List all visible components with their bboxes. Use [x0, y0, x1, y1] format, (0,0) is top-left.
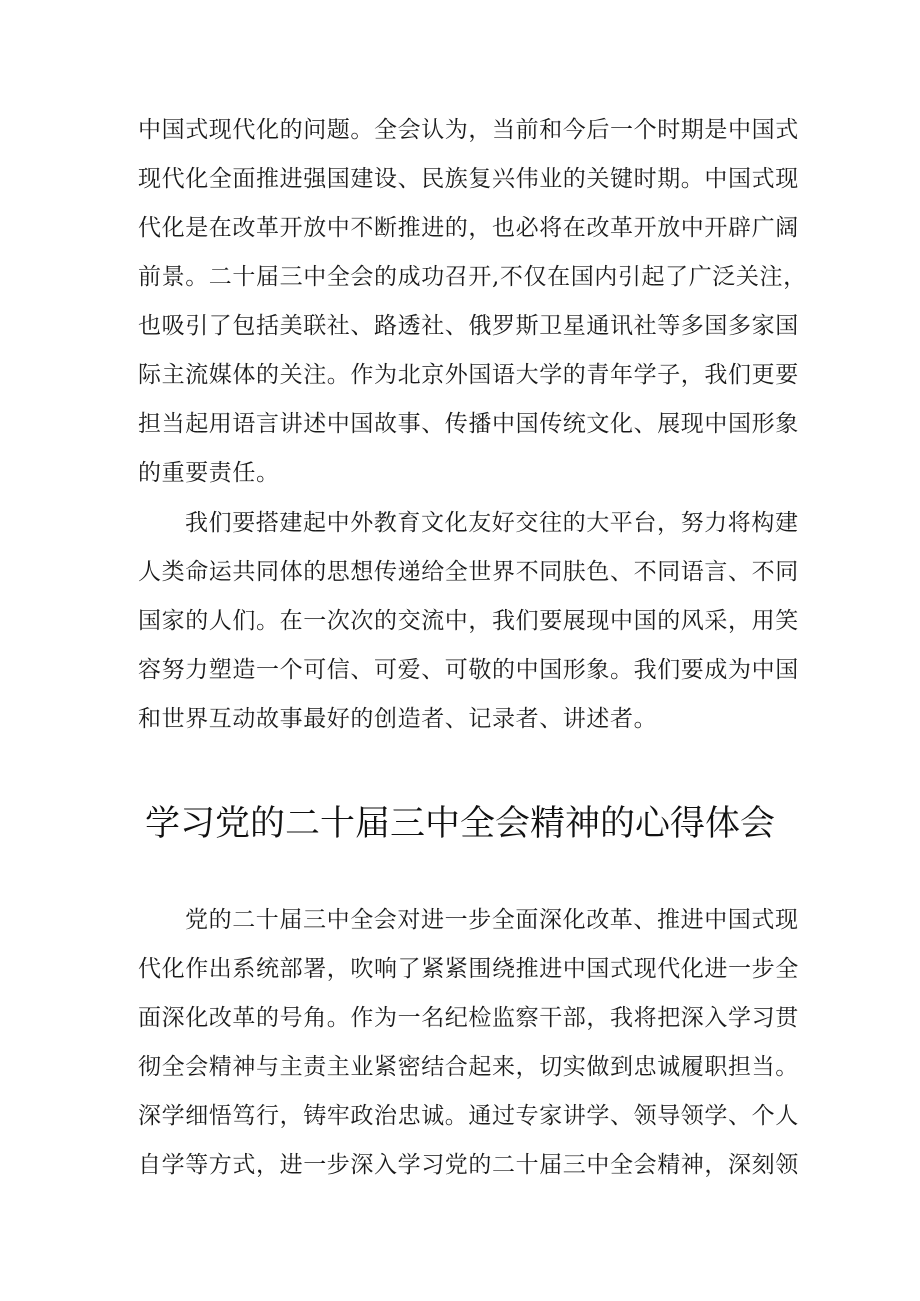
text-line: 也吸引了包括美联社、路透社、俄罗斯卫星通讯社等多国多家国 [138, 313, 799, 339]
text-line: 代化是在改革开放中不断推进的，也必将在改革开放中开辟广阔 [138, 215, 799, 241]
text-line: 代化作出系统部署，吹响了紧紧围绕推进中国式现代化进一步全 [138, 956, 799, 982]
text-line: 和世界互动故事最好的创造者、记录者、讲述者。 [138, 706, 658, 732]
text-line: 人类命运共同体的思想传递给全世界不同肤色、不同语言、不同 [138, 559, 799, 585]
section-title: 学习党的二十届三中全会精神的心得体会 [144, 804, 775, 844]
text-line: 现代化全面推进强国建设、民族复兴伟业的关键时期。中国式现 [138, 166, 799, 192]
text-line: 自学等方式，进一步深入学习党的二十届三中全会精神，深刻领 [138, 1152, 799, 1178]
text-line: 前景。二十届三中全会的成功召开,不仅在国内引起了广泛关注， [138, 264, 807, 290]
text-line: 担当起用语言讲述中国故事、传播中国传统文化、展现中国形象 [138, 411, 799, 437]
text-line: 彻全会精神与主责主业紧密结合起来，切实做到忠诚履职担当。 [138, 1054, 799, 1080]
text-line: 深学细悟笃行，铸牢政治忠诚。通过专家讲学、领导领学、个人 [138, 1103, 799, 1129]
text-line: 容努力塑造一个可信、可爱、可敬的中国形象。我们要成为中国 [138, 657, 799, 683]
text-line: 中国式现代化的问题。全会认为，当前和今后一个时期是中国式 [138, 117, 799, 143]
text-line: 面深化改革的号角。作为一名纪检监察干部，我将把深入学习贯 [138, 1005, 799, 1031]
text-line: 的重要责任。 [138, 460, 280, 486]
text-line: 际主流媒体的关注。作为北京外国语大学的青年学子，我们更要 [138, 362, 799, 388]
text-line-indented: 党的二十届三中全会对进一步全面深化改革、推进中国式现 [185, 907, 799, 933]
text-line-indented: 我们要搭建起中外教育文化友好交往的大平台，努力将构建 [185, 510, 799, 536]
text-line: 国家的人们。在一次次的交流中，我们要展现中国的风采，用笑 [138, 608, 799, 634]
